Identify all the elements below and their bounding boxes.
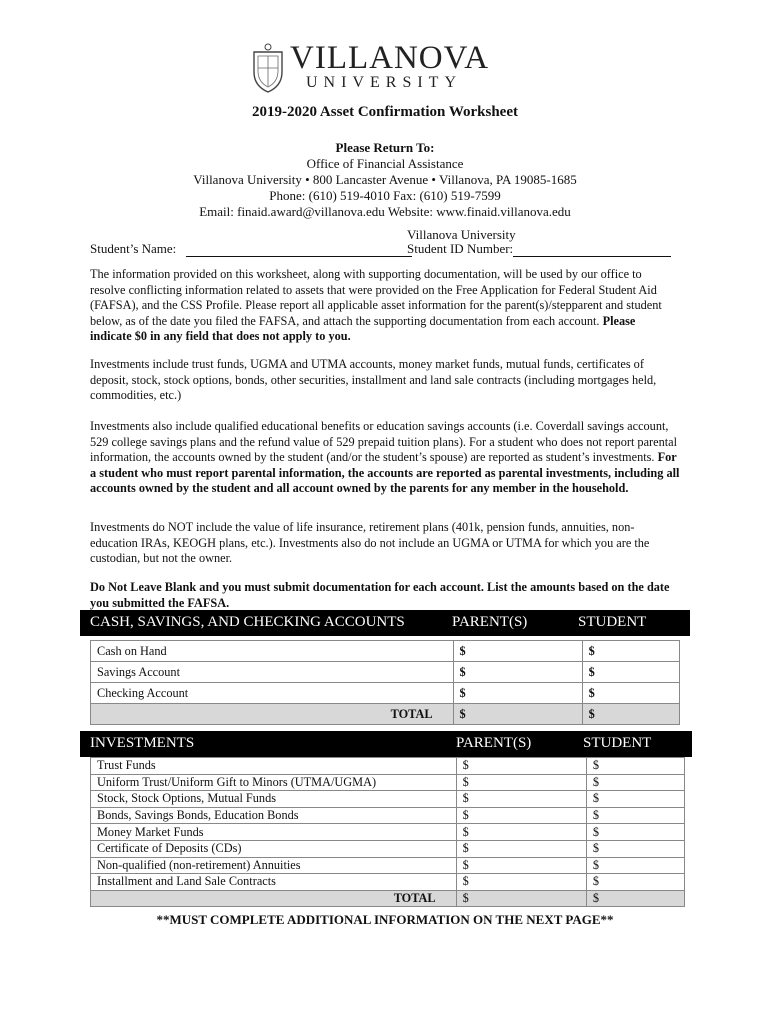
- student-total-field[interactable]: $: [582, 704, 679, 725]
- investments-include-paragraph: Investments include trust funds, UGMA and UTMA accounts, money market funds, mutual funds, certificates of deposit, stock, stock options, bonds, other securities, installment and land sale contracts (including mortgages held, commodities, etc.): [90, 357, 657, 403]
- student-amount-field[interactable]: $: [586, 874, 684, 891]
- student-amount-field[interactable]: $: [586, 758, 684, 775]
- student-amount-field[interactable]: $: [582, 683, 679, 704]
- row-label: Stock, Stock Options, Mutual Funds: [91, 791, 457, 808]
- row-label: Non-qualified (non-retirement) Annuities: [91, 857, 457, 874]
- parent-amount-field[interactable]: $: [453, 662, 582, 683]
- parent-total-field[interactable]: $: [453, 704, 582, 725]
- table-row: [91, 774, 685, 791]
- student-total-field[interactable]: $: [586, 890, 684, 907]
- return-office: Office of Financial Assistance: [306, 156, 464, 171]
- row-label: Uniform Trust/Uniform Gift to Minors (UTMA/UGMA): [91, 774, 457, 791]
- investments-section-header: [80, 731, 692, 757]
- return-address: Villanova University • 800 Lancaster Avenue • Villanova, PA 19085-1685: [193, 172, 577, 187]
- table-row: [91, 824, 685, 841]
- student-id-label: Student ID Number:: [407, 241, 514, 256]
- cash-heading: CASH, SAVINGS, AND CHECKING ACCOUNTS: [90, 614, 405, 630]
- parent-total-field[interactable]: $: [456, 890, 586, 907]
- investments-parent-col: PARENT(S): [456, 735, 532, 751]
- investments-exclude-paragraph: Investments do NOT include the value of life insurance, retirement plans (401k, pension funds, annuities, non-education IRAs, KEOGH plans, etc.). Investments also do not include an UGMA or UTMA for which you are the custodian, but not the owner.: [90, 520, 650, 566]
- parent-amount-field[interactable]: $: [453, 683, 582, 704]
- total-label: TOTAL: [91, 890, 457, 907]
- table-row: [91, 683, 680, 704]
- investments-student-col: STUDENT: [583, 735, 652, 751]
- row-label: Cash on Hand: [91, 641, 454, 662]
- student-amount-field[interactable]: $: [586, 824, 684, 841]
- university-logo: [250, 40, 490, 98]
- student-id-line[interactable]: [513, 244, 671, 257]
- parent-amount-field[interactable]: $: [456, 791, 586, 808]
- intro-bold-text: Please indicate $0 in any field that does not apply to you.: [90, 313, 636, 344]
- logo-name: VILLANOVA: [290, 40, 490, 76]
- return-email: Email: finaid.award@villanova.edu Website: www.finaid.villanova.edu: [199, 204, 571, 219]
- school-name: Villanova University: [407, 227, 516, 242]
- investments-also-text: Investments also include qualified educational benefits or education savings accounts (i.e. Coverdall savings account, 529 college savings plans and the refund value of 529 prepaid tuition plans). For a student who does not report parental information, the accounts owned by the student (and/or the student’s spouse) are reported as student’s investments.: [90, 419, 678, 465]
- table-row: [91, 758, 685, 775]
- total-label: TOTAL: [91, 704, 454, 725]
- table-row: [91, 807, 685, 824]
- table-row: [91, 857, 685, 874]
- parent-amount-field[interactable]: $: [456, 874, 586, 891]
- student-amount-field[interactable]: $: [586, 807, 684, 824]
- student-amount-field[interactable]: $: [582, 662, 679, 683]
- row-label: Bonds, Savings Bonds, Education Bonds: [91, 807, 457, 824]
- intro-paragraph: [90, 267, 680, 345]
- university-seal-icon: [250, 42, 286, 94]
- student-name-label: Student’s Name:: [90, 241, 177, 256]
- parent-amount-field[interactable]: $: [456, 774, 586, 791]
- cash-student-col: STUDENT: [578, 614, 647, 630]
- student-amount-field[interactable]: $: [586, 791, 684, 808]
- student-amount-field[interactable]: $: [582, 641, 679, 662]
- row-label: Trust Funds: [91, 758, 457, 775]
- return-phone: Phone: (610) 519-4010 Fax: (610) 519-7599: [269, 188, 501, 203]
- cash-parent-col: PARENT(S): [452, 614, 528, 630]
- student-amount-field[interactable]: $: [586, 774, 684, 791]
- cash-table: [90, 640, 680, 725]
- parent-amount-field[interactable]: $: [456, 824, 586, 841]
- intro-text: The information provided on this worksheet, along with supporting documentation, will be used by our office to resolve conflicting information related to assets that were provided on the Free Application for Federal Student Aid (FAFSA), and the CSS Profile. Please report all applicable asset information for the parent(s)/stepparent and student below, as of the date you filed the FAFSA, and attach the supporting documentation from each account.: [90, 267, 662, 328]
- investments-table: [90, 757, 685, 907]
- table-row: [91, 791, 685, 808]
- total-row: [91, 704, 680, 725]
- table-row: [91, 874, 685, 891]
- investments-heading: INVESTMENTS: [90, 735, 195, 751]
- cash-section-header: [80, 610, 690, 636]
- row-label: Installment and Land Sale Contracts: [91, 874, 457, 891]
- page-title: 2019-2020 Asset Confirmation Worksheet: [252, 104, 518, 120]
- student-amount-field[interactable]: $: [586, 840, 684, 857]
- row-label: Money Market Funds: [91, 824, 457, 841]
- investments-also-paragraph: [90, 419, 680, 497]
- next-page-notice: **MUST COMPLETE ADDITIONAL INFORMATION ON THE NEXT PAGE**: [156, 912, 614, 927]
- student-amount-field[interactable]: $: [586, 857, 684, 874]
- parent-amount-field[interactable]: $: [456, 857, 586, 874]
- parent-amount-field[interactable]: $: [456, 807, 586, 824]
- investments-also-bold-text: For a student who must report parental information, the accounts are reported as parental investments, including all accounts owned by the student and all account owned by the parents for any member in the household.: [90, 450, 680, 496]
- table-row: [91, 641, 680, 662]
- student-name-line[interactable]: [186, 244, 412, 257]
- table-row: [91, 662, 680, 683]
- parent-amount-field[interactable]: $: [456, 758, 586, 775]
- student-name-field[interactable]: [90, 241, 412, 257]
- parent-amount-field[interactable]: $: [453, 641, 582, 662]
- logo-subname: UNIVERSITY: [306, 74, 462, 91]
- do-not-leave-blank-notice: Do Not Leave Blank and you must submit documentation for each account. List the amounts based on the date you submitted the FAFSA.: [90, 580, 670, 610]
- return-heading: Please Return To:: [335, 140, 435, 155]
- row-label: Certificate of Deposits (CDs): [91, 840, 457, 857]
- parent-amount-field[interactable]: $: [456, 840, 586, 857]
- student-id-field[interactable]: [407, 241, 671, 257]
- table-row: [91, 840, 685, 857]
- row-label: Savings Account: [91, 662, 454, 683]
- total-row: [91, 890, 685, 907]
- row-label: Checking Account: [91, 683, 454, 704]
